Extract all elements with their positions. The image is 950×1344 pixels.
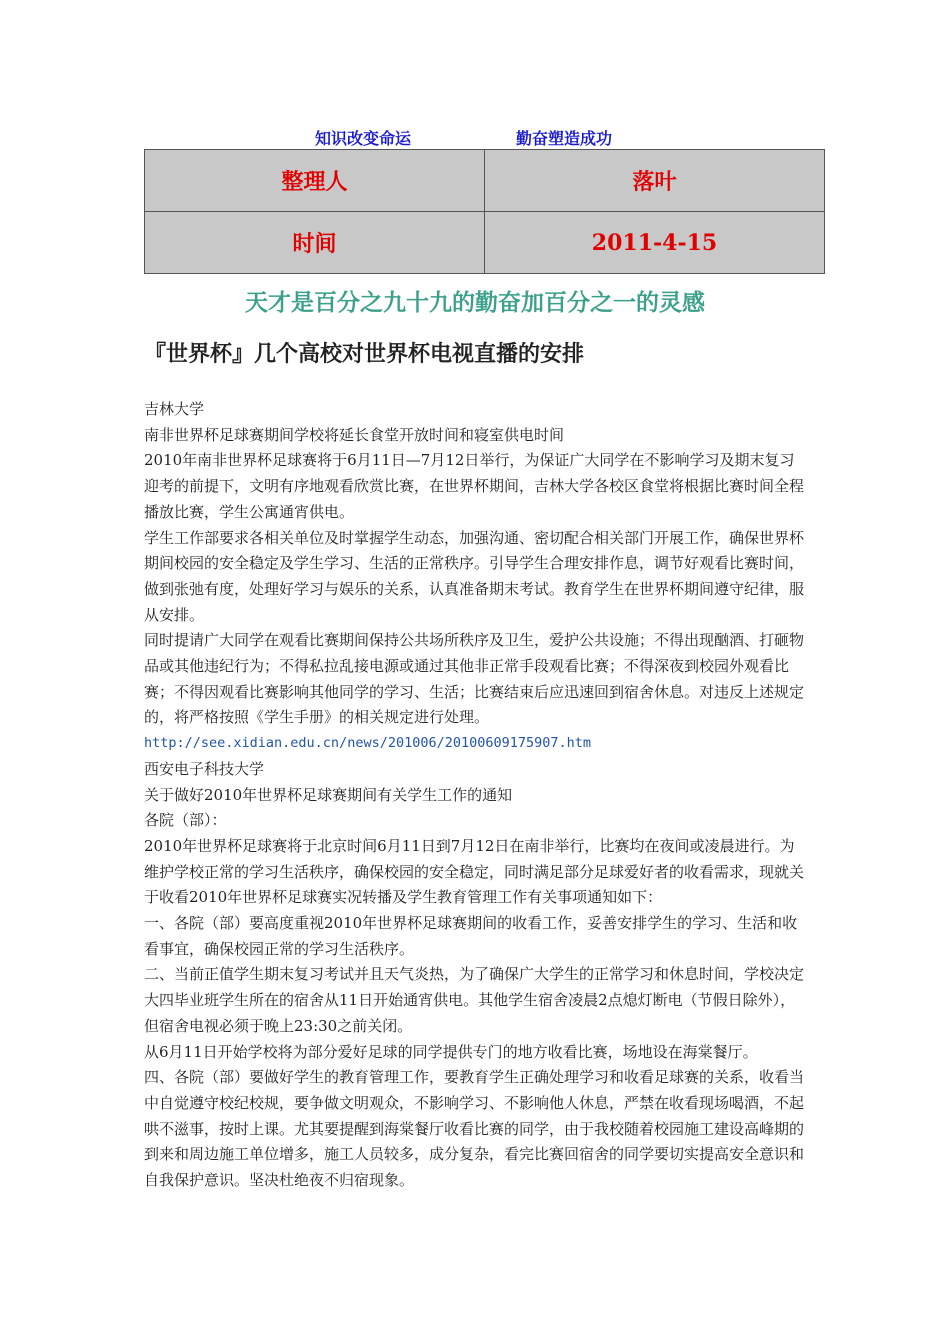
header-mottos — [0, 126, 950, 150]
paragraph: 一、各院（部）要高度重视2010年世界杯足球赛期间的收看工作，妥善安排学生的学习、生活和收看事宜，确保校园正常的学习生活秩序。 — [144, 914, 798, 958]
time-value: 2011-4-15 — [485, 212, 825, 274]
compiler-label: 整理人 — [145, 150, 485, 212]
article-title: 『世界杯』几个高校对世界杯电视直播的安排 — [144, 342, 585, 367]
paragraph: 关于做好2010年世界杯足球赛期间有关学生工作的通知 — [144, 785, 513, 804]
paragraph: 南非世界杯足球赛期间学校将延长食堂开放时间和寝室供电时间 — [144, 425, 565, 444]
article-body — [144, 397, 804, 1194]
paragraph: 各院（部）： — [144, 811, 227, 830]
motto-right: 勤奋塑造成功 — [516, 129, 613, 148]
paragraph: 二、当前正值学生期末复习考试并且天气炎热，为了确保广大学生的正常学习和休息时间，学校决定大四毕业班学生所在的宿舍从11日开始通宵供电。其他学生宿舍凌晨2点熄灯断电（节假日除外），但宿舍电视必须于晚上23:30之前关闭。 — [144, 965, 805, 1035]
paragraph: 四、各院（部）要做好学生的教育管理工作，要教育学生正确处理学习和收看足球赛的关系，收看当中自觉遵守校纪校规，要争做文明观众，不影响学习、不影响他人休息，严禁在收看现场喝酒，不起哄不滋事，按时上课。尤其要提醒到海棠餐厅收看比赛的同学，由于我校随着校园施工建设高峰期的到来和周边施工单位增多，施工人员较多，成分复杂，看完比赛回宿舍的同学要切实提高安全意识和自我保护意识。坚决杜绝夜不归宿现象。 — [144, 1068, 805, 1190]
source-link[interactable]: http://see.xidian.edu.cn/news/201006/20100609175907.htm — [144, 735, 592, 752]
paragraph: 从6月11日开始学校将为部分爱好足球的同学提供专门的地方收看比赛，场地设在海棠餐厅。 — [144, 1042, 758, 1061]
paragraph: 2010年世界杯足球赛将于北京时间6月11日到7月12日在南非举行，比赛均在夜间或凌晨进行。为维护学校正常的学习生活秩序，确保校园的安全稳定，同时满足部分足球爱好者的收看需求，现就关于收看2010年世界杯足球赛实况转播及学生教育管理工作有关事项通知如下： — [144, 836, 805, 907]
time-label: 时间 — [145, 212, 485, 274]
paragraph: 西安电子科技大学 — [144, 759, 265, 778]
paragraph: 同时提请广大同学在观看比赛期间保持公共场所秩序及卫生，爱护公共设施；不得出现酗酒、打砸物品或其他违纪行为；不得私拉乱接电源或通过其他非正常手段观看比赛；不得深夜到校园外观看比赛；不得因观看比赛影响其他同学的学习、生活；比赛结束后应迅速回到宿舍休息。对违反上述规定的，将严格按照《学生手册》的相关规定进行处理。 — [144, 631, 805, 727]
compiler-row — [145, 150, 825, 212]
paragraph: 学生工作部要求各相关单位及时掌握学生动态，加强沟通、密切配合相关部门开展工作，确保世界杯期间校园的安全稳定及学生学习、生活的正常秩序。引导学生合理安排作息，调节好观看比赛时间，做到张弛有度，处理好学习与娱乐的关系，认真准备期末考试。教育学生在世界杯期间遵守纪律，服从安排。 — [144, 528, 805, 624]
time-row — [145, 212, 825, 274]
paragraph: 吉林大学 — [144, 400, 205, 418]
paragraph: 2010年南非世界杯足球赛将于6月11日—7月12日举行，为保证广大同学在不影响学习及期末复习迎考的前提下，文明有序地观看欣赏比赛，在世界杯期间，吉林大学各校区食堂将根据比赛时间全程播放比赛，学生公寓通宵供电。 — [144, 451, 805, 521]
compiler-value: 落叶 — [485, 150, 825, 212]
motto-left: 知识改变命运 — [315, 129, 412, 148]
info-table — [144, 149, 825, 274]
slogan: 天才是百分之九十九的勤奋加百分之一的灵感 — [245, 290, 705, 316]
